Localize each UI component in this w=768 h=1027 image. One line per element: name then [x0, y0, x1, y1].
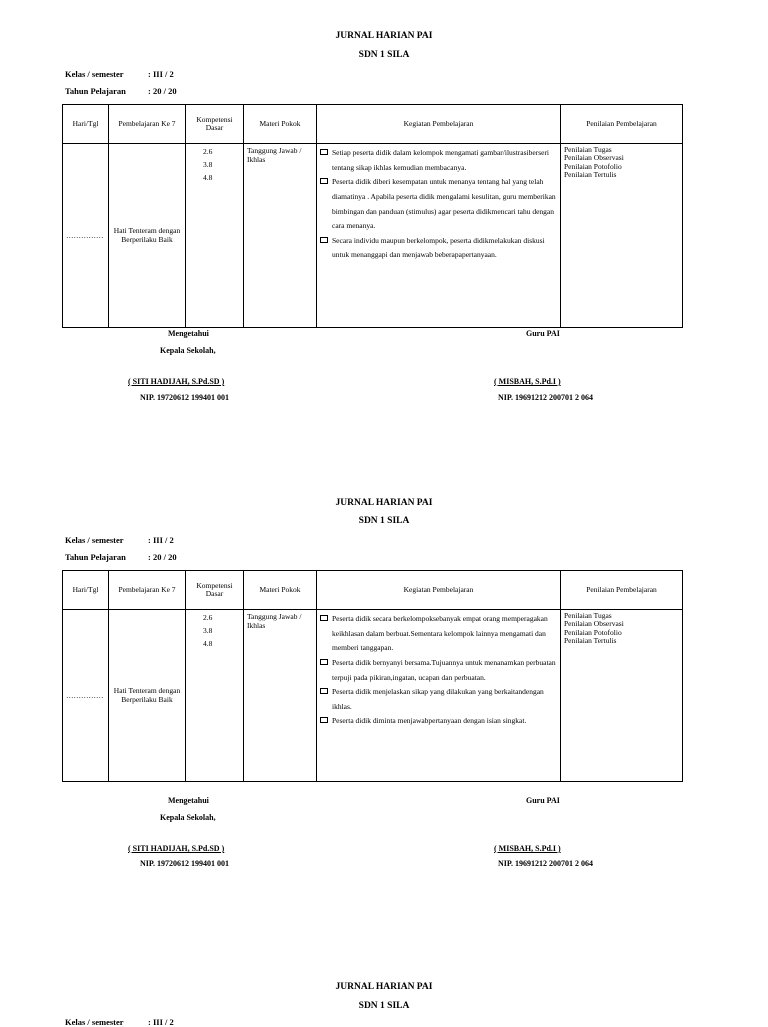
assessment-cell	[561, 610, 683, 782]
class-value: : III / 2	[148, 69, 174, 79]
header-material: Materi Pokok	[244, 105, 317, 144]
table-row	[63, 144, 683, 328]
journal-table	[62, 104, 683, 328]
competency-cell	[186, 610, 244, 782]
principal-title: Kepala Sekolah,	[160, 346, 216, 355]
year-value: : 20 / 20	[148, 552, 177, 562]
teacher-title: Guru PAI	[526, 329, 560, 338]
material-cell: Tanggung Jawab / Ikhlas	[244, 144, 317, 328]
assessment-item: Penilaian Observasi	[564, 619, 624, 629]
acknowledged-label: Mengetahui	[168, 796, 209, 805]
journal-table	[62, 570, 683, 782]
acknowledged-label: Mengetahui	[168, 329, 209, 338]
competency-code: 4.8	[203, 172, 213, 182]
assessment-cell	[561, 144, 683, 328]
header-competency: Kompetensi Dasar	[186, 571, 244, 610]
header-competency: Kompetensi Dasar	[186, 105, 244, 144]
principal-name: ( SITI HADIJAH, S.Pd.SD )	[128, 844, 225, 853]
header-lesson: Pembelajaran Ke 7	[109, 571, 186, 610]
class-label: Kelas / semester	[65, 69, 124, 79]
header-lesson: Pembelajaran Ke 7	[109, 105, 186, 144]
year-label: Tahun Pelajaran	[65, 552, 126, 562]
activity-item: Peserta didik menjelaskan sikap yang dilakukan yang berkaitandengan ikhlas.	[320, 685, 557, 714]
competency-code: 3.8	[203, 159, 213, 169]
header-material: Materi Pokok	[244, 571, 317, 610]
checkbox-bullet-icon	[320, 237, 328, 243]
journal-title: JURNAL HARIAN PAI	[335, 982, 433, 992]
table-header-row	[63, 105, 683, 144]
principal-nip: NIP. 19720612 199401 001	[140, 393, 230, 402]
assessment-item: Penilaian Potofolio	[564, 161, 622, 171]
assessment-item: Penilaian Tugas	[564, 145, 612, 154]
activity-item: Secara individu maupun berkelompok, peserta didikmelakukan diskusi untuk menanggapi dan menjawab beberapapertanyaan.	[320, 234, 557, 263]
lesson-topic: Hati Tenteram dengan Berperilaku Baik	[109, 144, 186, 328]
header-assessment: Penilaian Pembelajaran	[561, 105, 683, 144]
class-value: : III / 2	[148, 535, 174, 545]
checkbox-bullet-icon	[320, 149, 328, 155]
year-value: : 20 / 20	[148, 86, 177, 96]
table-row	[63, 610, 683, 782]
table-header-row	[63, 571, 683, 610]
activity-item: Peserta didik diminta menjawabpertanyaan dengan isian singkat.	[320, 714, 557, 729]
school-name: SDN 1 SILA	[358, 1001, 410, 1011]
header-day: Hari/Tgl	[63, 571, 109, 610]
assessment-item: Penilaian Potofolio	[564, 627, 622, 637]
teacher-name: ( MISBAH, S.Pd.I )	[494, 377, 561, 386]
principal-nip: NIP. 19720612 199401 001	[140, 859, 230, 868]
activity-item: Peserta didik secara berkelompoksebanyak empat orang memperagakan keikhlasan dalam berbuat.Sementara kelompok lainnya mengamati dan memberi tanggapan.	[320, 612, 557, 656]
material-cell: Tanggung Jawab / Ikhlas	[244, 610, 317, 782]
class-label: Kelas / semester	[65, 535, 124, 545]
date-cell: ……………	[63, 144, 109, 328]
school-name: SDN 1 SILA	[358, 50, 410, 60]
assessment-item: Penilaian Tertulis	[564, 169, 617, 179]
checkbox-bullet-icon	[320, 717, 328, 723]
journal-title: JURNAL HARIAN PAI	[335, 31, 433, 41]
assessment-item: Penilaian Tugas	[564, 611, 612, 620]
assessment-item: Penilaian Observasi	[564, 153, 624, 163]
teacher-nip: NIP. 19691212 200701 2 064	[498, 393, 594, 402]
teacher-name: ( MISBAH, S.Pd.I )	[494, 844, 561, 853]
checkbox-bullet-icon	[320, 178, 328, 184]
activity-item: Setiap peserta didik dalam kelompok mengamati gambar/ilustrasiberseri tentang sikap ikhlas kemudian membacanya.	[320, 146, 557, 175]
header-day: Hari/Tgl	[63, 105, 109, 144]
assessment-item: Penilaian Tertulis	[564, 635, 617, 645]
class-label: Kelas / semester	[65, 1017, 124, 1027]
teacher-nip: NIP. 19691212 200701 2 064	[498, 859, 594, 868]
activity-item: Peserta didik bernyanyi bersama.Tujuannya untuk menanamkan perbuatan terpuji pada pikiran,ingatan, ucapan dan perbuatan.	[320, 656, 557, 685]
teacher-title: Guru PAI	[526, 796, 560, 805]
class-value: : III / 2	[148, 1017, 174, 1027]
competency-code: 4.8	[203, 638, 213, 648]
competency-code: 3.8	[203, 625, 213, 635]
competency-code: 2.6	[203, 147, 213, 156]
header-activities: Kegiatan Pembelajaran	[317, 571, 561, 610]
checkbox-bullet-icon	[320, 688, 328, 694]
activities-cell	[317, 144, 561, 328]
principal-name: ( SITI HADIJAH, S.Pd.SD )	[128, 377, 225, 386]
journal-title: JURNAL HARIAN PAI	[335, 498, 433, 508]
header-assessment: Penilaian Pembelajaran	[561, 571, 683, 610]
checkbox-bullet-icon	[320, 659, 328, 665]
principal-title: Kepala Sekolah,	[160, 813, 216, 822]
competency-cell	[186, 144, 244, 328]
activities-cell	[317, 610, 561, 782]
lesson-topic: Hati Tenteram dengan Berperilaku Baik	[109, 610, 186, 782]
competency-code: 2.6	[203, 613, 213, 622]
year-label: Tahun Pelajaran	[65, 86, 126, 96]
checkbox-bullet-icon	[320, 615, 328, 621]
date-cell: ……………	[63, 610, 109, 782]
school-name: SDN 1 SILA	[358, 516, 410, 526]
activity-item: Peserta didik diberi kesempatan untuk menanya tentang hal yang telah diamatinya . Apabila peserta didik mengalami kesulitan, guru memberikan bimbingan dan panduan (stimulus) agar peserta didikmencari tahu dengan cara menanya.	[320, 175, 557, 234]
header-activities: Kegiatan Pembelajaran	[317, 105, 561, 144]
